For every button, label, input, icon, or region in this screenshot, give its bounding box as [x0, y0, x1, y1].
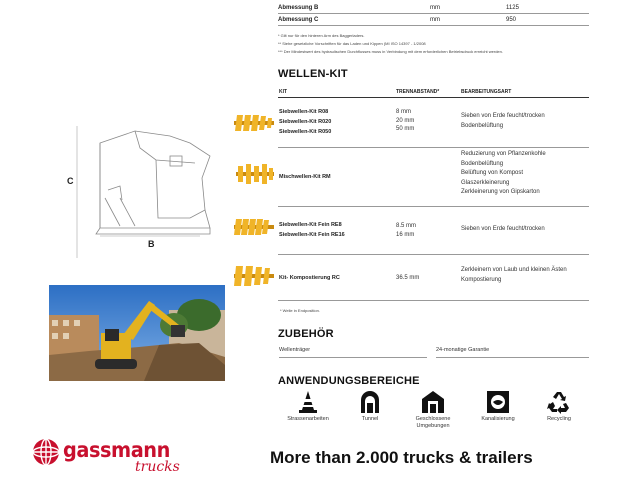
use-column-header: BEARBEITUNGSART	[461, 89, 512, 95]
kit-use: Sieben von Erde feucht/trocken	[461, 113, 545, 119]
application-label: Kanalisierung	[481, 416, 515, 422]
kit-table-header	[278, 86, 589, 98]
kit-row	[278, 102, 589, 148]
application-label: Tunnel	[361, 416, 379, 422]
accessory-item: 24-monatige Garantie	[436, 347, 589, 358]
enclosed-building-icon	[421, 390, 445, 414]
dimension-label: Abmessung C	[278, 17, 319, 23]
application-item	[283, 390, 333, 423]
kit-use: Glaszerkleinerung	[461, 179, 510, 186]
anwendungen-title: ANWENDUNGSBEREICHE	[278, 375, 420, 387]
accessory-item: Wellenträger	[279, 347, 427, 358]
kit-row	[278, 207, 589, 255]
slogan: More than 2.000 trucks & trailers	[270, 448, 533, 467]
kit-name: Siebwellen-Kit Fein RE16	[279, 232, 345, 238]
bucket-drawing	[60, 118, 230, 263]
footnote: ** Siehe gesetzliche Vorschriften für das Laden und Kippen (MI ISO 14397 - 1/2008	[278, 41, 426, 46]
footnote: * Gilt nur für den hinteren Arm des Baggerladers.	[278, 33, 365, 38]
auger-icon	[232, 112, 276, 134]
dimension-value: 1125	[506, 5, 519, 11]
kit-distance: 8 mm	[396, 109, 411, 115]
kit-distance: 8.5 mm	[396, 223, 417, 229]
kit-distance: 36.5 mm	[396, 275, 420, 281]
kit-name: Siebwellen-Kit R050	[279, 129, 332, 135]
kit-use: Zerkleinern von Laub und kleinen Ästen	[461, 267, 567, 273]
application-label: Geschlossene Umgebungen	[415, 416, 451, 429]
kit-distance: 50 mm	[396, 126, 415, 132]
application-item	[473, 390, 523, 423]
excavator-photo	[49, 285, 225, 381]
kit-use: Kompostierung	[461, 276, 502, 283]
kit-use: Belüftung von Kompost	[461, 170, 524, 176]
brand-subtitle: trucks	[135, 459, 180, 475]
footnote: *** Der Mindestwert des hydraulischen Durchflusses muss in Verbindung mit dem erforderlichen Betriebsdruck erreicht werden.	[278, 49, 503, 54]
kit-name: Siebwellen-Kit Fein RE8	[279, 222, 342, 228]
application-item	[534, 390, 584, 423]
kit-use: Bodenbelüftung	[461, 160, 504, 167]
wellen-kit-title: WELLEN-KIT	[278, 68, 348, 80]
traffic-cone-icon	[297, 390, 319, 414]
auger-icon	[232, 216, 276, 238]
recycling-icon	[547, 390, 571, 414]
kit-name: Kit- Kompostierung RC	[279, 275, 340, 281]
application-label: Recycling	[547, 416, 571, 422]
dimension-unit: mm	[430, 5, 440, 11]
kit-distance: 16 mm	[396, 231, 415, 238]
tunnel-icon	[359, 390, 381, 414]
auger-icon	[234, 162, 276, 186]
application-item	[345, 390, 395, 423]
kit-name: Siebwellen-Kit R08	[279, 109, 329, 115]
dimension-row	[278, 3, 589, 14]
sewer-icon	[486, 390, 510, 414]
auger-icon	[232, 264, 276, 288]
kit-row	[278, 148, 589, 207]
dimension-label: Abmessung B	[278, 5, 319, 11]
application-label: Strassenarbeiten	[287, 416, 329, 422]
distance-column-header: TRENNABSTAND*	[396, 89, 440, 95]
kit-use: Sieben von Erde feucht/trocken	[461, 226, 545, 232]
application-item	[408, 390, 458, 430]
kit-use: Bodenbelüftung	[461, 122, 504, 129]
dimension-c-label: C	[67, 176, 74, 186]
dimension-unit: mm	[430, 17, 440, 23]
kit-name: Mischwellen-Kit RM	[279, 174, 331, 180]
dimension-value: 950	[506, 17, 517, 23]
kit-footnote: * Welle in Endposition.	[280, 308, 320, 313]
kit-name: Siebwellen-Kit R020	[279, 119, 332, 125]
dimension-b-label: B	[148, 239, 155, 249]
kit-use: Zerkleinerung von Gipskarton	[461, 189, 540, 195]
zubehoer-title: ZUBEHÖR	[278, 328, 334, 340]
dimension-row	[278, 15, 589, 26]
kit-column-header: KIT	[279, 89, 288, 95]
kit-use: Reduzierung von Pflanzenkohle	[461, 151, 546, 157]
kit-row	[278, 255, 589, 301]
brand-name: gassmann	[63, 438, 170, 462]
kit-distance: 20 mm	[396, 117, 415, 124]
